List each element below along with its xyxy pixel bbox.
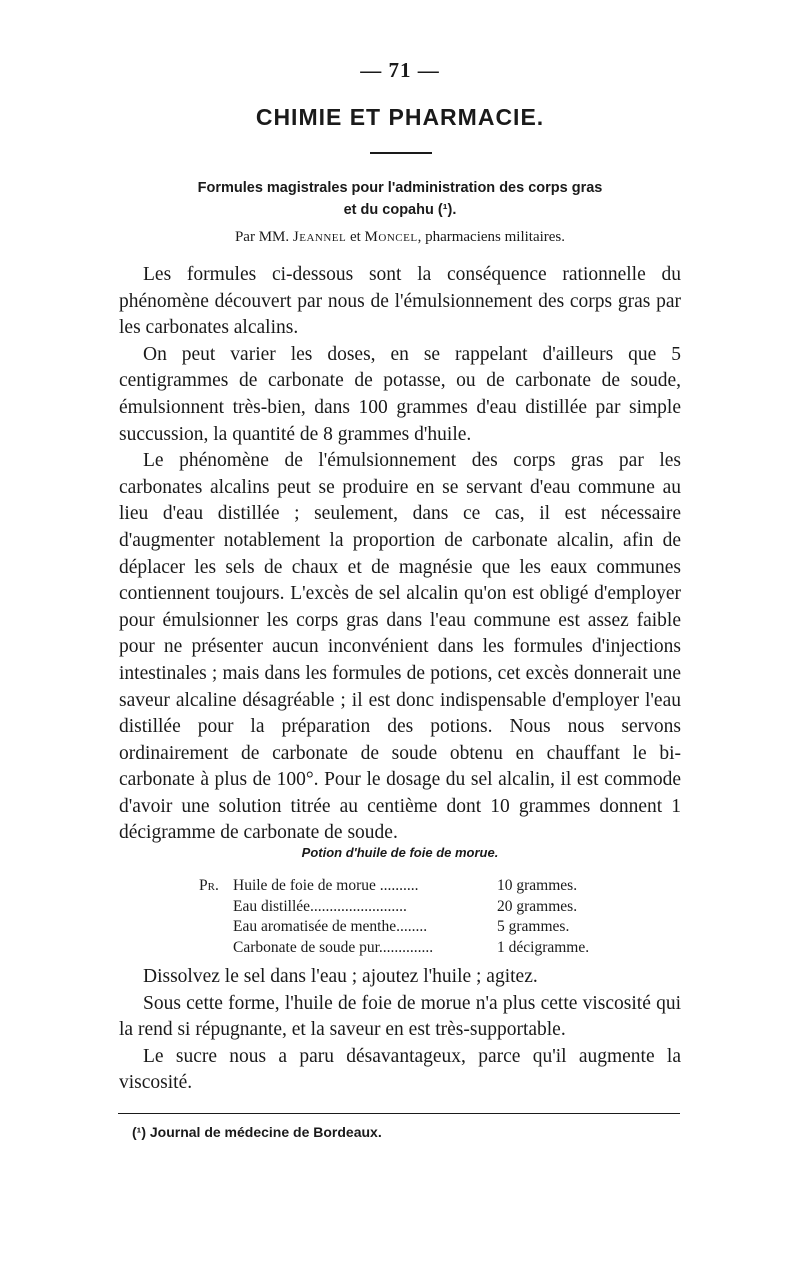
footnote: (¹) Journal de médecine de Bordeaux. (132, 1124, 382, 1140)
recipe-quantity: 20 grammes. (497, 897, 578, 915)
authors-prefix: Par MM. (234, 229, 290, 245)
recipe-ingredient: Huile de foie de morue .......... (233, 877, 419, 894)
paragraph-5: Sous cette forme, l'huile de foie de morue n'a plus cette viscosité qui la rend si répugnante, et la saveur en est très-supportable. (119, 992, 681, 1041)
recipe-prefix: Pr. (199, 877, 219, 894)
recipe-title: Potion d'huile de foie de morue. (301, 845, 499, 860)
body-text-after-recipe (119, 964, 681, 1097)
author-moncel: Moncel (364, 229, 418, 245)
recipe-row (199, 876, 619, 897)
recipe-row (199, 938, 619, 959)
author-jeannel: Jeannel (292, 229, 347, 245)
footnote-divider (118, 1113, 680, 1114)
paragraph-6: Le sucre nous a paru désavantageux, parce qu'il augmente la viscosité. (119, 1045, 681, 1094)
paragraph-2: On peut varier les doses, en se rappelant d'ailleurs que 5 centigrammes de carbonate de potasse, ou de carbonate de soude, émulsionnent très-bien, dans 100 grammes d'eau distillée par simple succussion, la quantité de 8 grammes d'huile. (119, 343, 681, 445)
recipe-quantity: 1 décigramme. (497, 938, 590, 956)
body-text-main (119, 262, 681, 847)
recipe-row (199, 897, 619, 918)
authors-line (0, 229, 800, 246)
recipe-quantity: 5 grammes. (497, 918, 570, 935)
article-title-line-2: et du copahu (¹). (343, 202, 457, 218)
authors-suffix: , pharmaciens militaires. (417, 229, 566, 245)
paragraph-1: Les formules ci-dessous sont la conséquence rationnelle du phénomène découvert par nous de l'émulsionnement des corps gras par les carbonates alcalins. (119, 264, 681, 339)
recipe-table (199, 876, 619, 958)
recipe-row (199, 917, 619, 938)
paragraph-3: Le phénomène de l'émulsionnement des corps gras par les carbonates alcalins peut se produire en se servant d'eau commune au lieu d'eau distillée ; seulement, dans ce cas, il est nécessaire d'augmenter notablement la proportion de carbonate alcalin, afin de déplacer les sels de chaux et de magnésie que les eaux communes contiennent toujours. L'excès de sel alcalin qu'on est obligé d'employer pour émulsionner les corps gras dans l'eau commune est assez faible pour ne présenter aucun inconvénient dans les formules d'injections intestinales ; mais dans les formules de potions, cet excès donnerait une saveur alcaline désagréable ; il est donc indispensable d'employer l'eau distillée pour la préparation des potions. Nous nous servons ordinairement de carbonate de soude obtenu en chauffant le bi-carbonate à plus de 100°. Pour le dosage du sel alcalin, il est commode d'avoir une solution titrée au centième dont 10 grammes donnent 1 décigramme de carbonate de soude. (119, 450, 681, 844)
paragraph-4: Dissolvez le sel dans l'eau ; ajoutez l'huile ; agitez. (143, 966, 538, 987)
authors-conjunction: et (349, 229, 361, 245)
recipe-ingredient: Eau aromatisée de menthe........ (233, 918, 428, 935)
title-divider (370, 152, 432, 154)
section-title: CHIMIE ET PHARMACIE. (255, 104, 545, 130)
recipe-ingredient: Eau distillée......................... (233, 897, 407, 915)
page-number: — 71 — (360, 58, 440, 82)
article-title-line-1: Formules magistrales pour l'administration des corps gras (197, 180, 603, 196)
article-title (100, 177, 700, 221)
recipe-quantity: 10 grammes. (497, 877, 578, 894)
recipe-ingredient: Carbonate de soude pur.............. (233, 938, 434, 956)
